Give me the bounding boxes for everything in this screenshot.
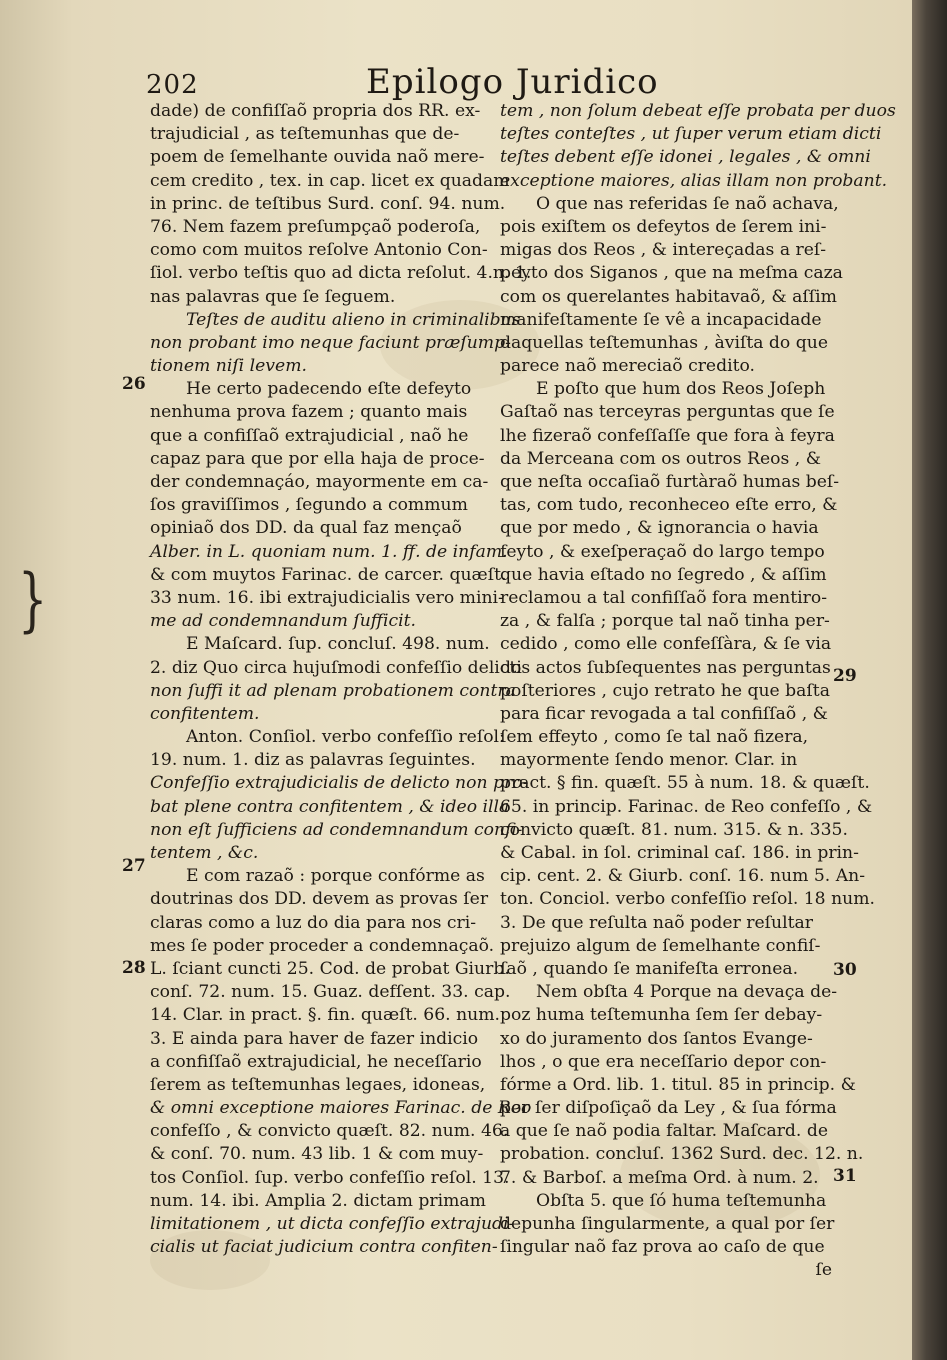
- margin-number: 27: [122, 856, 146, 876]
- text-line: que neſta occaſiaõ furtàraõ humas beſ-: [500, 472, 840, 492]
- text-line: opiniaõ dos DD. da qual faz mençaõ: [150, 518, 462, 539]
- text-line: confeſſo , & convicto quæſt. 82. num. 46.: [150, 1121, 509, 1142]
- text-line: 7. & Barboſ. a meſma Ord. à num. 2.: [500, 1167, 819, 1188]
- margin-number: 26: [122, 374, 146, 394]
- text-line: & omni exceptione maiores Farinac. de Reo: [150, 1098, 532, 1119]
- text-line: por ſer diſpoſiçaõ da Ley , & ſua fórma: [500, 1098, 837, 1119]
- text-line: cedido , como elle confeſſàra, & ſe via: [500, 634, 832, 655]
- margin-number: 28: [122, 958, 146, 978]
- text-line: der condemnaçáo, mayormente em ca-: [150, 472, 489, 492]
- text-line: teſtes debent eſſe idonei , legales , & omni: [500, 147, 871, 168]
- text-line: ſerem as teſtemunhas legaes, idoneas,: [150, 1074, 486, 1095]
- text-line: a que ſe naõ podia faltar. Maſcard. de: [500, 1121, 829, 1142]
- text-line: migas dos Reos , & intereçadas a reſ-: [500, 240, 827, 261]
- text-line: O que nas referidas ſe naõ achava,: [536, 193, 839, 214]
- text-line: E com razaõ : porque confórme as: [186, 866, 485, 887]
- text-line: cialis ut faciat judicium contra confiten-: [150, 1237, 498, 1258]
- text-line: in princ. de teſtibus Surd. conſ. 94. num.: [150, 193, 506, 214]
- text-line: nenhuma prova fazem ; quanto mais: [150, 402, 468, 423]
- text-line: ſem effeyto , como ſe tal naõ fizera,: [500, 727, 809, 748]
- text-line: a confiſſaõ extrajudicial, he neceſſario: [150, 1051, 482, 1072]
- text-line: probation. concluſ. 1362 Surd. dec. 12. n.: [500, 1144, 864, 1165]
- text-line: ſaõ , quando ſe manifeſta erronea.: [500, 958, 799, 979]
- text-line: 2. diz Quo circa hujuſmodi confeſſio delicti: [150, 657, 522, 678]
- text-line: como com muitos reſolve Antonio Con-: [150, 240, 488, 261]
- text-line: me ad condemnandum ſufficit.: [150, 611, 416, 632]
- text-line: non probant imo neque faciunt præſump-: [150, 332, 511, 353]
- text-line: claras como a luz do dia para nos cri-: [150, 912, 477, 933]
- text-line: tionem niſi levem.: [150, 356, 307, 377]
- text-line: & conſ. 70. num. 43 lib. 1 & com muy-: [150, 1144, 484, 1165]
- text-line: ſiol. verbo teſtis quo ad dicta reſolut. 4.n. 1.: [150, 263, 532, 284]
- text-line: & com muytos Farinac. de carcer. quæſt.: [150, 564, 507, 585]
- text-line: poſteriores , cujo retrato he que baſta: [500, 680, 830, 701]
- text-line: teſtes conteſtes , ut ſuper verum etiam dicti: [500, 124, 882, 145]
- text-line: & Cabal. in ſol. criminal caſ. 186. in prin-: [500, 843, 859, 863]
- text-line: daquellas teſtemunhas , àviſta do que: [500, 332, 828, 353]
- text-line: manifeſtamente ſe vê a incapacidade: [500, 309, 822, 330]
- text-line: 33 num. 16. ibi extrajudicialis vero mini-: [150, 587, 504, 608]
- text-line: pois exiſtem os defeytos de ſerem ini-: [500, 216, 827, 237]
- text-line: 19. num. 1. diz as palavras ſeguintes.: [150, 750, 476, 771]
- text-line: dos actos ſubſequentes nas perguntas: [500, 657, 831, 678]
- text-line: trajudicial , as teſtemunhas que de-: [150, 124, 460, 145]
- text-line: 65. in princip. Farinac. de Reo confeſſo , &: [500, 796, 873, 817]
- text-line: E Maſcard. ſup. concluſ. 498. num.: [186, 634, 490, 655]
- text-line: Confeſſio extrajudicialis de delicto non pro-: [150, 773, 529, 794]
- facing-page-edge: [912, 0, 947, 1360]
- text-line: pract. § fin. quæſt. 55 à num. 18. & quæſt.: [500, 773, 870, 794]
- text-line: num. 14. ibi. Amplia 2. dictam primam: [150, 1190, 486, 1211]
- text-line: E poſto que hum dos Reos Joſeph: [536, 379, 826, 400]
- text-line: non eſt ſufficiens ad condemnandum confi-: [150, 819, 523, 840]
- text-line: non ſuffi it ad plenam probationem contra: [150, 680, 516, 701]
- page-header: [146, 62, 826, 102]
- text-line: limitationem , ut dicta confeſſio extrajudi-: [150, 1214, 515, 1234]
- text-line: exceptione maiores, alias illam non probant.: [500, 170, 888, 191]
- text-line: convicto quæſt. 81. num. 315. & n. 335.: [500, 819, 848, 840]
- text-line: tem , non ſolum debeat eſſe probata per duos: [500, 101, 896, 121]
- text-line: lhe fizeraõ confeſſaſſe que fora à feyra: [500, 425, 835, 446]
- text-line: 3. E ainda para haver de fazer indicio: [150, 1028, 479, 1049]
- text-line: Gaſtaõ nas terceyras perguntas que ſe: [500, 402, 835, 423]
- text-line: ſos graviſſimos , ſegundo a commum: [150, 495, 468, 516]
- text-line: bat plene contra confitentem , & ideo illa: [150, 796, 510, 817]
- text-line: que a confiſſaõ extrajudicial , naõ he: [150, 425, 469, 446]
- text-line: Nem obſta 4 Porque na devaça de-: [536, 982, 838, 1003]
- page-number: 202: [146, 70, 199, 100]
- text-line: para ficar revogada a tal confiſſaõ , &: [500, 703, 828, 724]
- text-line: feyto , & exeſperaçaõ do largo tempo: [500, 541, 825, 562]
- text-line: depunha ſingularmente, a qual por ſer: [500, 1214, 835, 1234]
- text-line: prejuizo algum de ſemelhante confiſ-: [500, 935, 821, 956]
- text-line: peyto dos Siganos , que na meſma caza: [500, 263, 843, 284]
- text-line: ſingular naõ faz prova ao caſo de que: [500, 1237, 825, 1258]
- text-line: tos Conſiol. ſup. verbo confeſſio reſol. 13.: [150, 1167, 510, 1188]
- text-line: mayormente ſendo menor. Clar. in: [500, 750, 798, 771]
- text-line: nas palavras que ſe ſeguem.: [150, 286, 396, 307]
- text-line: Anton. Conſiol. verbo confeſſio reſol:: [186, 727, 505, 748]
- margin-bracket-mark: }: [18, 558, 48, 640]
- text-line: lhos , o que era neceſſario depor con-: [500, 1051, 827, 1072]
- text-line: L. ſciant cuncti 25. Cod. de probat Giurb.: [150, 958, 510, 979]
- text-line: Teſtes de auditu alieno in criminalibus: [186, 309, 521, 330]
- text-line: parece naõ mereciaõ credito.: [500, 356, 755, 377]
- text-line: dade) de confiſſaõ propria dos RR. ex-: [150, 101, 481, 121]
- text-line: doutrinas dos DD. devem as provas ſer: [150, 889, 489, 910]
- text-line: capaz para que por ella haja de proce-: [150, 448, 485, 469]
- text-line: cem credito , tex. in cap. licet ex quadam: [150, 170, 510, 191]
- margin-number: 31: [833, 1166, 857, 1186]
- text-line: 3. De que reſulta naõ poder reſultar: [500, 912, 813, 933]
- text-line: Alber. in L. quoniam num. 1. ff. de infam.: [150, 541, 508, 562]
- text-line: confitentem.: [150, 703, 260, 724]
- text-line: que havia eſtado no ſegredo , & aſſim: [500, 564, 827, 585]
- text-line: que por medo , & ignorancia o havia: [500, 518, 819, 539]
- text-line: poem de ſemelhante ouvida naõ mere-: [150, 147, 485, 168]
- text-line: mes ſe poder proceder a condemnaçaõ.: [150, 935, 495, 956]
- text-line: cip. cent. 2. & Giurb. conſ. 16. num 5. An-: [500, 866, 865, 887]
- text-line: reclamou a tal confiſſaõ fora mentiro-: [500, 587, 827, 608]
- text-line: poz huma teſtemunha ſem ſer debay-: [500, 1005, 823, 1026]
- text-line: tas, com tudo, reconheceo eſte erro, &: [500, 495, 838, 516]
- text-line: fórme a Ord. lib. 1. titul. 85 in princip. &: [500, 1074, 856, 1095]
- text-line: xo do juramento dos ſantos Evange-: [500, 1028, 813, 1049]
- text-line: com os querelantes habitavaõ, & aſſim: [500, 286, 837, 307]
- text-line: tentem , &c.: [150, 843, 259, 863]
- left-text-column: [150, 100, 532, 1259]
- text-line: conſ. 72. num. 15. Guaz. defſent. 33. cap.: [150, 982, 511, 1003]
- text-line: 76. Nem fazem preſumpçaõ poderoſa,: [150, 216, 481, 237]
- text-line: 14. Clar. in pract. §. fin. quæſt. 66. num.: [150, 1005, 501, 1026]
- text-line: ſe: [815, 1260, 832, 1281]
- text-line: Obſta 5. que ſó huma teſtemunha: [536, 1190, 827, 1211]
- margin-number: 30: [833, 960, 857, 980]
- margin-number: 29: [833, 666, 857, 686]
- text-line: ton. Conciol. verbo confeſſio reſol. 18 num.: [500, 889, 875, 910]
- running-title: Epilogo Juridico: [366, 62, 659, 102]
- text-line: He certo padecendo eſte defeyto: [186, 379, 472, 400]
- text-line: da Merceana com os outros Reos , &: [500, 448, 822, 469]
- text-line: za , & falſa ; porque tal naõ tinha per-: [500, 611, 830, 632]
